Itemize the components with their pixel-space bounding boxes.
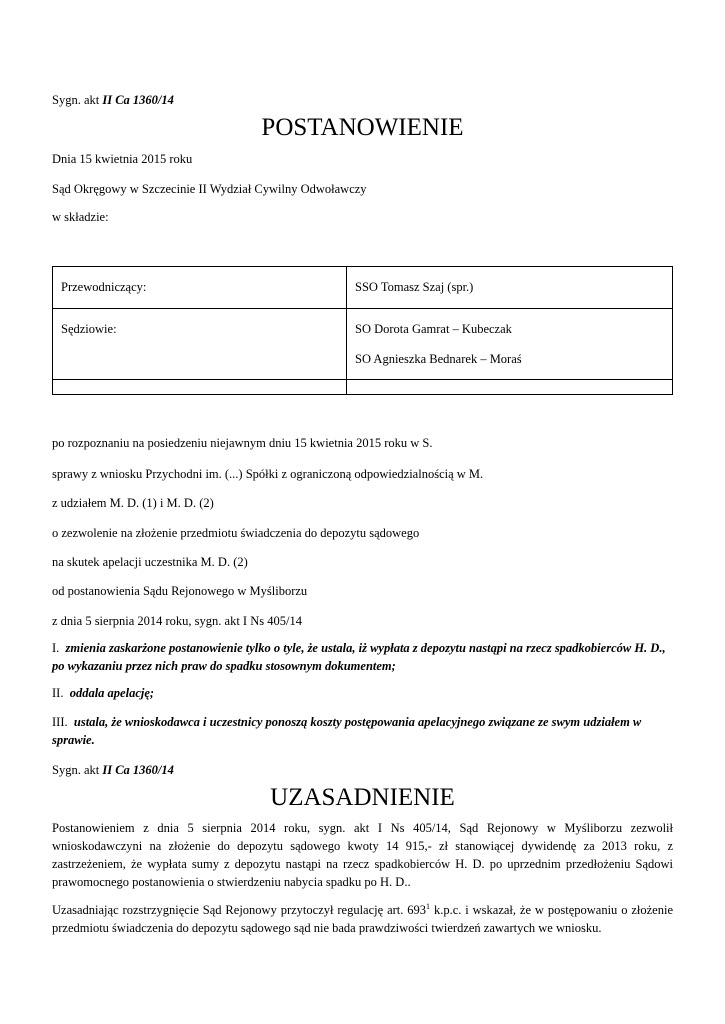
judge-1: SO Dorota Gamrat – Kubeczak (355, 322, 512, 336)
body-line-1: po rozpoznaniu na posiedzeniu niejawnym dniu 15 kwietnia 2015 roku w S. (52, 436, 433, 450)
footer-case-number: II Ca 1360/14 (102, 763, 174, 777)
case-number: II Ca 1360/14 (102, 93, 174, 107)
table-row (53, 309, 673, 380)
presiding-judge: SSO Tomasz Szaj (spr.) (355, 280, 474, 294)
composition-label: w składzie: (52, 210, 109, 224)
justification-title: UZASADNIENIE (270, 784, 455, 811)
body-line-6: od postanowienia Sądu Rejonowego w Myśliborzu (52, 584, 308, 598)
decision-date: Dnia 15 kwietnia 2015 roku (52, 152, 193, 166)
ruling-3: III. ustala, że wnioskodawca i uczestnicy ponoszą koszty postępowania apelacyjnego związane ze swym udziałem w sprawie. (52, 715, 642, 747)
justification-paragraph-1: Postanowieniem z dnia 5 sierpnia 2014 roku, sygn. akt I Ns 405/14, Sąd Rejonowy w Myśliborzu zezwolił wnioskodawczyni na złożenie do depozytu sądowego kwoty 14 915,- zł stanowiącej dywidendę za 2013 roku, z zastrzeżeniem, że wypłata sumy z depozytu nastąpi na rzecz spadkobierców H. D. po uprzednim przedłożeniu Sądowi prawomocnego postanowienia o stwierdzeniu nabycia spadku po H. D.. (52, 821, 673, 889)
judges-label: Sędziowie: (61, 322, 117, 336)
judge-2: SO Agnieszka Bednarek – Moraś (355, 352, 522, 366)
case-signature: Sygn. akt II Ca 1360/14 (52, 93, 174, 107)
document-title: POSTANOWIENIE (261, 114, 464, 141)
presiding-label: Przewodniczący: (61, 280, 147, 294)
body-line-3: z udziałem M. D. (1) i M. D. (2) (52, 496, 214, 510)
justification-paragraph-2: Uzasadniając rozstrzygnięcie Sąd Rejonowy przytoczył regulację art. $693^1$ k.p.c. i wskazał, że w postępowaniu o złożenie przedmiotu świadczenia do depozytu sądowego sąd nie bada prawdziwości twierdzeń zawartych we wniosku. (52, 901, 673, 935)
ruling-2: II. oddala apelację; (52, 686, 155, 700)
body-line-4: o zezwolenie na złożenie przedmiotu świadczenia do depozytu sądowego (52, 526, 420, 540)
body-line-5: na skutek apelacji uczestnika M. D. (2) (52, 555, 248, 569)
body-line-7: z dnia 5 sierpnia 2014 roku, sygn. akt I Ns 405/14 (52, 614, 302, 628)
table-row (53, 380, 673, 395)
footer-case-signature: Sygn. akt II Ca 1360/14 (52, 763, 174, 777)
panel-table (52, 266, 673, 395)
body-line-2: sprawy z wniosku Przychodni im. (...) Spółki z ograniczoną odpowiedzialnością w M. (52, 467, 484, 481)
table-row (53, 267, 673, 309)
ruling-1: I. zmienia zaskarżone postanowienie tylko o tyle, że ustala, iż wypłata z depozytu nastąpi na rzecz spadkobierców H. D., po wykazaniu przez nich praw do spadku stosownym dokumentem; (52, 641, 666, 673)
court-name: Sąd Okręgowy w Szczecinie II Wydział Cywilny Odwoławczy (52, 182, 367, 196)
